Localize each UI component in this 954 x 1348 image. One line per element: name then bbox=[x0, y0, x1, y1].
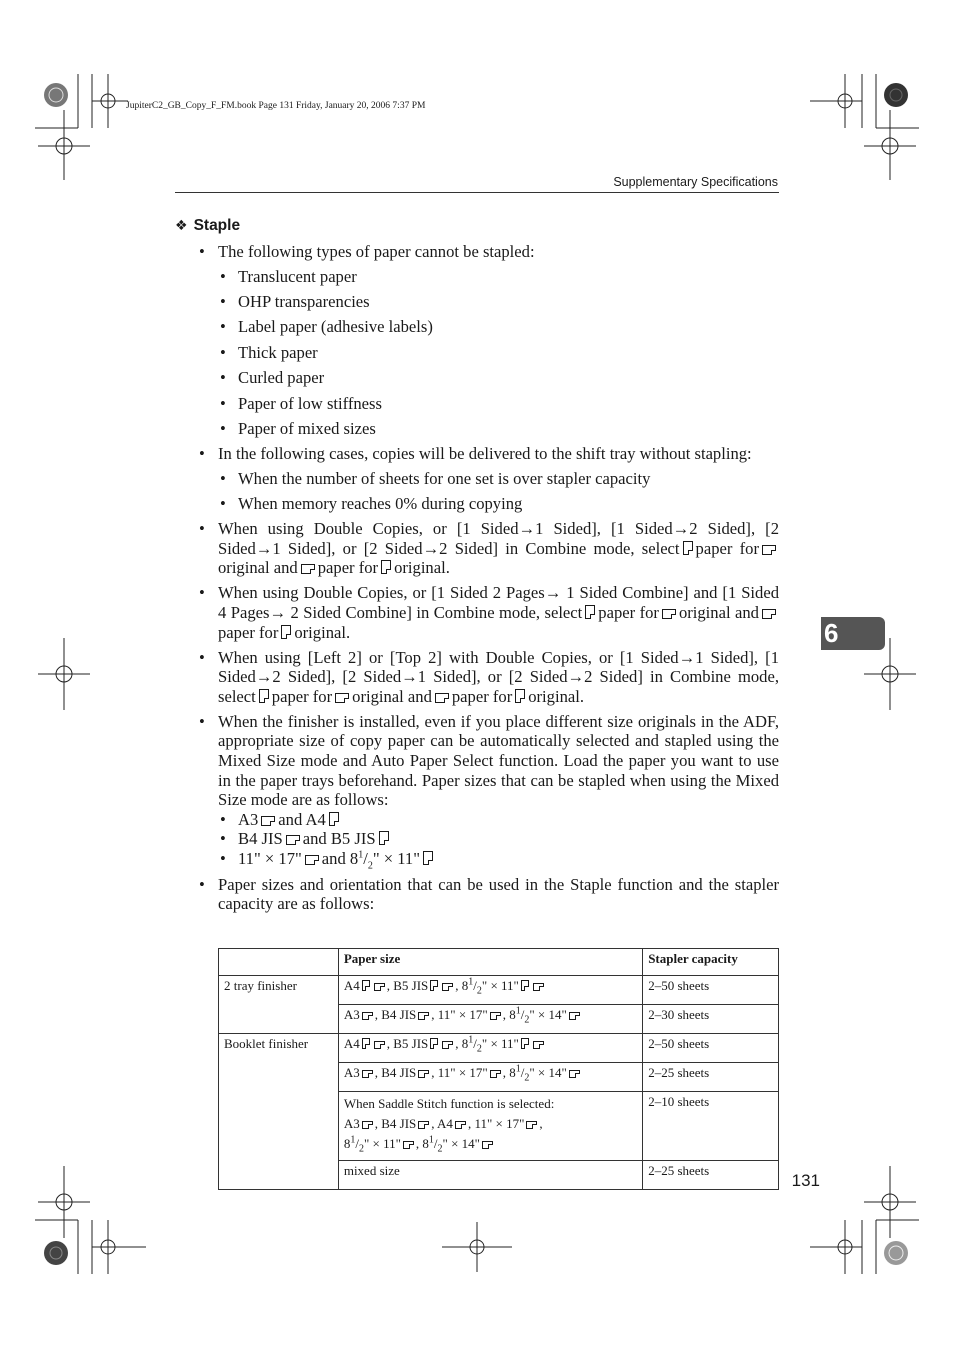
running-header: Supplementary Specifications bbox=[613, 175, 778, 189]
portrait-paper-icon bbox=[381, 560, 391, 574]
section-heading bbox=[175, 216, 779, 236]
list-item: • The following types of paper cannot be stapled: • Translucent paper • OHP transparencies • Label paper (adhesive labels) • Thick paper • Curled paper • Paper of low stiffness • Paper of mixed sizes bbox=[175, 242, 779, 439]
landscape-paper-icon bbox=[418, 1121, 429, 1129]
table-row bbox=[219, 976, 779, 1005]
landscape-paper-icon bbox=[435, 693, 449, 703]
portrait-paper-icon bbox=[423, 851, 433, 865]
landscape-paper-icon bbox=[442, 983, 453, 991]
portrait-paper-icon bbox=[362, 980, 370, 991]
portrait-paper-icon bbox=[515, 689, 525, 703]
landscape-paper-icon bbox=[533, 1041, 544, 1049]
portrait-paper-icon bbox=[379, 831, 389, 845]
sub-list bbox=[218, 809, 779, 872]
portrait-paper-icon bbox=[585, 605, 595, 619]
landscape-paper-icon bbox=[374, 1041, 385, 1049]
page-body bbox=[175, 216, 779, 919]
capacity-cell: 2–50 sheets bbox=[643, 976, 779, 1005]
sub-list bbox=[218, 469, 779, 514]
file-stamp: JupiterC2_GB_Copy_F_FM.book Page 131 Friday, January 20, 2006 7:37 PM bbox=[126, 101, 426, 111]
landscape-paper-icon bbox=[362, 1070, 373, 1078]
header-rule bbox=[175, 192, 779, 193]
landscape-paper-icon bbox=[455, 1121, 466, 1129]
landscape-paper-icon bbox=[442, 1041, 453, 1049]
list-item: • Curled paper bbox=[218, 368, 779, 388]
landscape-paper-icon bbox=[533, 983, 544, 991]
landscape-paper-icon bbox=[305, 855, 319, 865]
landscape-paper-icon bbox=[286, 835, 300, 845]
chapter-tab: 6 bbox=[821, 617, 885, 650]
paper-size-cell: A3 , B4 JIS , 11" × 17" , $8^1/_2$" × 14" bbox=[338, 1063, 642, 1092]
landscape-paper-icon bbox=[418, 1012, 429, 1020]
landscape-paper-icon bbox=[482, 1141, 493, 1149]
list-item: • When using Double Copies, or [1 Sided 2 Pages→ 1 Sided Combine] and [1 Sided 4 Pages→ 2 Sided Combine] in Combine mode, select paper for original andpaper for original. bbox=[175, 583, 779, 642]
table-header-row bbox=[219, 949, 779, 976]
header-cell-empty bbox=[219, 949, 339, 976]
list-item: • A3 and A4 bbox=[218, 810, 779, 830]
list-item: • Paper of low stiffness bbox=[218, 394, 779, 414]
list-item: • Thick paper bbox=[218, 343, 779, 363]
portrait-paper-icon bbox=[281, 625, 291, 639]
portrait-paper-icon bbox=[683, 541, 693, 555]
capacity-cell: 2–30 sheets bbox=[643, 1005, 779, 1034]
landscape-paper-icon bbox=[762, 545, 776, 555]
landscape-paper-icon bbox=[362, 1012, 373, 1020]
header-stapler-capacity: Stapler capacity bbox=[643, 949, 779, 976]
landscape-paper-icon bbox=[374, 983, 385, 991]
list-item: • When memory reaches 0% during copying bbox=[218, 494, 779, 514]
group-two-tray-finisher: 2 tray finisher bbox=[219, 976, 339, 1034]
list-item: • When the number of sheets for one set is over stapler capacity bbox=[218, 469, 779, 489]
list-item: • When using [Left 2] or [Top 2] with Double Copies, or [1 Sided→1 Sided], [1 Sided→2 Sided], [2 Sided→1 Sided], or [2 Sided→2 Sided] in Combine mode, select paper for original and paper for original. bbox=[175, 648, 779, 707]
landscape-paper-icon bbox=[569, 1070, 580, 1078]
paper-size-cell: A3 , B4 JIS , 11" × 17" , $8^1/_2$" × 14" bbox=[338, 1005, 642, 1034]
paper-size-cell: A4 , B5 JIS , $8^1/_2$" × 11" bbox=[338, 1034, 642, 1063]
portrait-paper-icon bbox=[362, 1038, 370, 1049]
landscape-paper-icon bbox=[403, 1141, 414, 1149]
capacity-cell: 2–25 sheets bbox=[643, 1161, 779, 1190]
capacity-cell: 2–25 sheets bbox=[643, 1063, 779, 1092]
list-item: • When using Double Copies, or [1 Sided→1 Sided], [1 Sided→2 Sided], [2 Sided→1 Sided], or [2 Sided→2 Sided] in Combine mode, select paper fororiginal and paper for original. bbox=[175, 519, 779, 578]
list-item: • B4 JIS and B5 JIS bbox=[218, 829, 779, 849]
bullet-list bbox=[175, 242, 779, 914]
portrait-paper-icon bbox=[430, 1038, 438, 1049]
list-item: • Paper sizes and orientation that can be used in the Staple function and the stapler capacity are as follows: bbox=[175, 875, 779, 914]
landscape-paper-icon bbox=[335, 693, 349, 703]
paper-size-cell: mixed size bbox=[338, 1161, 642, 1190]
capacity-cell: 2–50 sheets bbox=[643, 1034, 779, 1063]
list-item: • In the following cases, copies will be delivered to the shift tray without stapling: • When the number of sheets for one set is over stapler capacity • When memory reaches 0% during copying bbox=[175, 444, 779, 514]
stapler-spec-table bbox=[218, 948, 779, 1190]
landscape-paper-icon bbox=[662, 609, 676, 619]
landscape-paper-icon bbox=[418, 1070, 429, 1078]
paper-size-cell: A4 , B5 JIS , $8^1/_2$" × 11" bbox=[338, 976, 642, 1005]
list-item: • 11" × 17" and $8^1/_2$" × 11" bbox=[218, 849, 779, 869]
table-row bbox=[219, 1034, 779, 1063]
portrait-paper-icon bbox=[259, 689, 269, 703]
list-item: • Label paper (adhesive labels) bbox=[218, 317, 779, 337]
landscape-paper-icon bbox=[569, 1012, 580, 1020]
paper-size-cell: When Saddle Stitch function is selected: A3 , B4 JIS , A4 , 11" × 17" , $8^1/_2$" × 11" , $8^1/_2$" × 14" bbox=[338, 1092, 642, 1161]
list-item: • Paper of mixed sizes bbox=[218, 419, 779, 439]
diamond-icon: ❖ bbox=[175, 217, 188, 233]
landscape-paper-icon bbox=[526, 1121, 537, 1129]
header-paper-size: Paper size bbox=[338, 949, 642, 976]
landscape-paper-icon bbox=[762, 609, 776, 619]
list-item: • When the finisher is installed, even if you place different size originals in the ADF, appropriate size of copy paper can be automatically selected and stapled using the Mixed Size mode and Auto Paper Select function. Load the paper you want to use in the paper trays beforehand. Paper sizes that can be stapled when using the Mixed Size mode are as follows: • A3 and A4 • B4 JIS and B5 JIS • 11" × 17" and $8^1/_2$" × 11" bbox=[175, 712, 779, 869]
landscape-paper-icon bbox=[490, 1070, 501, 1078]
page-number: 131 bbox=[791, 1171, 820, 1190]
portrait-paper-icon bbox=[521, 1038, 529, 1049]
list-item: • OHP transparencies bbox=[218, 292, 779, 312]
portrait-paper-icon bbox=[329, 812, 339, 826]
landscape-paper-icon bbox=[301, 564, 315, 574]
portrait-paper-icon bbox=[521, 980, 529, 991]
capacity-cell: 2–10 sheets bbox=[643, 1092, 779, 1161]
sub-list bbox=[218, 267, 779, 439]
portrait-paper-icon bbox=[430, 980, 438, 991]
group-booklet-finisher: Booklet finisher bbox=[219, 1034, 339, 1190]
landscape-paper-icon bbox=[362, 1121, 373, 1129]
list-item: • Translucent paper bbox=[218, 267, 779, 287]
landscape-paper-icon bbox=[490, 1012, 501, 1020]
landscape-paper-icon bbox=[261, 816, 275, 826]
section-title: Staple bbox=[193, 217, 241, 234]
